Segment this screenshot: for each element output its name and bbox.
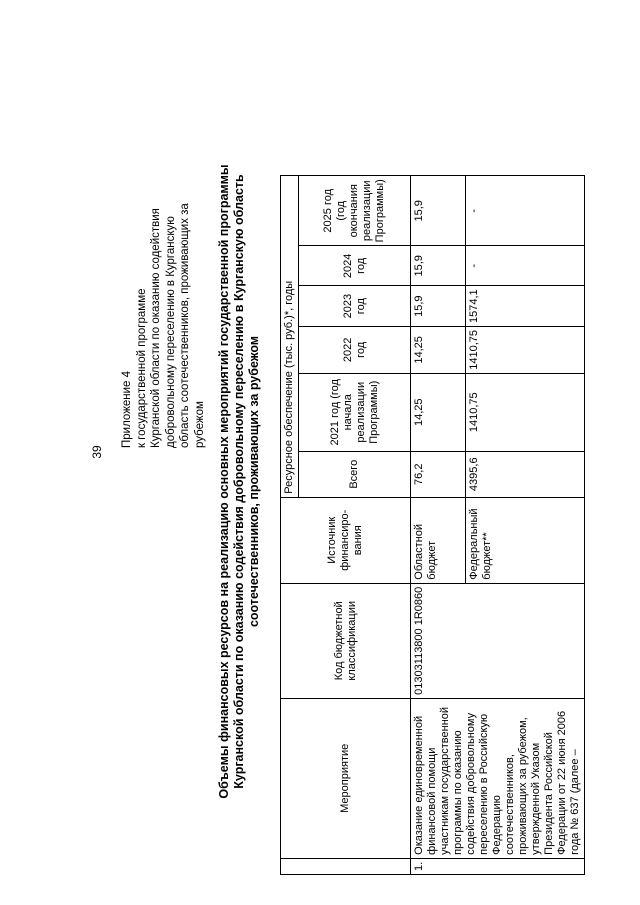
year-2024-cell: 15,9: [411, 246, 466, 286]
row-number: 1.: [411, 858, 585, 874]
appendix-line: Приложение 4: [121, 370, 133, 448]
year-2021-cell: 14,25: [411, 373, 466, 451]
year-2021-cell: 1410,75: [466, 373, 585, 451]
num-header: [281, 858, 411, 874]
year-2022-header: 2022 год: [299, 326, 411, 373]
appendix-line: добровольному переселению в Курганскую: [164, 216, 177, 448]
source-header: Источник финансиро-вания: [281, 497, 411, 583]
source-cell: Областной бюджет: [411, 497, 466, 583]
year-2021-header: 2021 год (год начала реализации Программы): [299, 373, 411, 451]
year-2022-cell: 1410,75: [466, 326, 585, 373]
rotated-page-content: [105, 80, 581, 885]
title-line: Курганской области по оказанию содействия добровольному переселению в Курганскую область: [232, 174, 246, 789]
title-line: Объемы финансовых ресурсов на реализацию основных мероприятий государственной программы: [217, 164, 231, 799]
document-title: [217, 84, 262, 879]
year-2025-header: 2025 год (год окончания реализации Программы): [299, 176, 411, 246]
measure-cell: Оказание единовременной финансовой помощи участникам государственной программы по оказанию содействия добровольному переселению в Российскую Федерацию соотечественников, проживающих за рубежом, утвержденной Указом Президента Российской Федерации от 22 июня 2006 года № 637 (далее –: [411, 698, 585, 858]
source-cell: Федеральный бюджет**: [466, 497, 585, 583]
total-cell: 76,2: [411, 451, 466, 497]
year-2025-cell: -: [466, 176, 585, 246]
year-2023-cell: 15,9: [411, 286, 466, 327]
appendix-line: Курганской области по оказанию содействия: [150, 208, 162, 448]
funding-table: [280, 175, 585, 875]
measure-header: Мероприятие: [281, 698, 411, 858]
code-cell: 01303113800 1R0860: [411, 583, 585, 698]
year-2023-cell: 1574,1: [466, 286, 585, 327]
code-header: Код бюджетной классификации: [281, 583, 411, 698]
appendix-header: [120, 118, 207, 448]
year-2025-cell: 15,9: [411, 176, 466, 246]
table-row: [411, 176, 466, 875]
page-number: 39: [90, 445, 104, 459]
appendix-line: область соотечественников, проживающих за: [179, 203, 191, 448]
resources-header: Ресурсное обеспечение (тыс. руб.)*, годы: [281, 176, 299, 498]
year-2023-header: 2023 год: [299, 286, 411, 327]
title-line: соотечественников, проживающих за рубежом: [247, 335, 261, 628]
total-cell: 4395,6: [466, 451, 585, 497]
year-2024-cell: -: [466, 246, 585, 286]
appendix-line: рубежом: [193, 401, 206, 448]
header-row-1: [281, 176, 299, 875]
year-2022-cell: 14,25: [411, 326, 466, 373]
year-2024-header: 2024 год: [299, 246, 411, 286]
appendix-line: к государственной программе: [135, 288, 148, 448]
total-header: Всего: [299, 451, 411, 497]
